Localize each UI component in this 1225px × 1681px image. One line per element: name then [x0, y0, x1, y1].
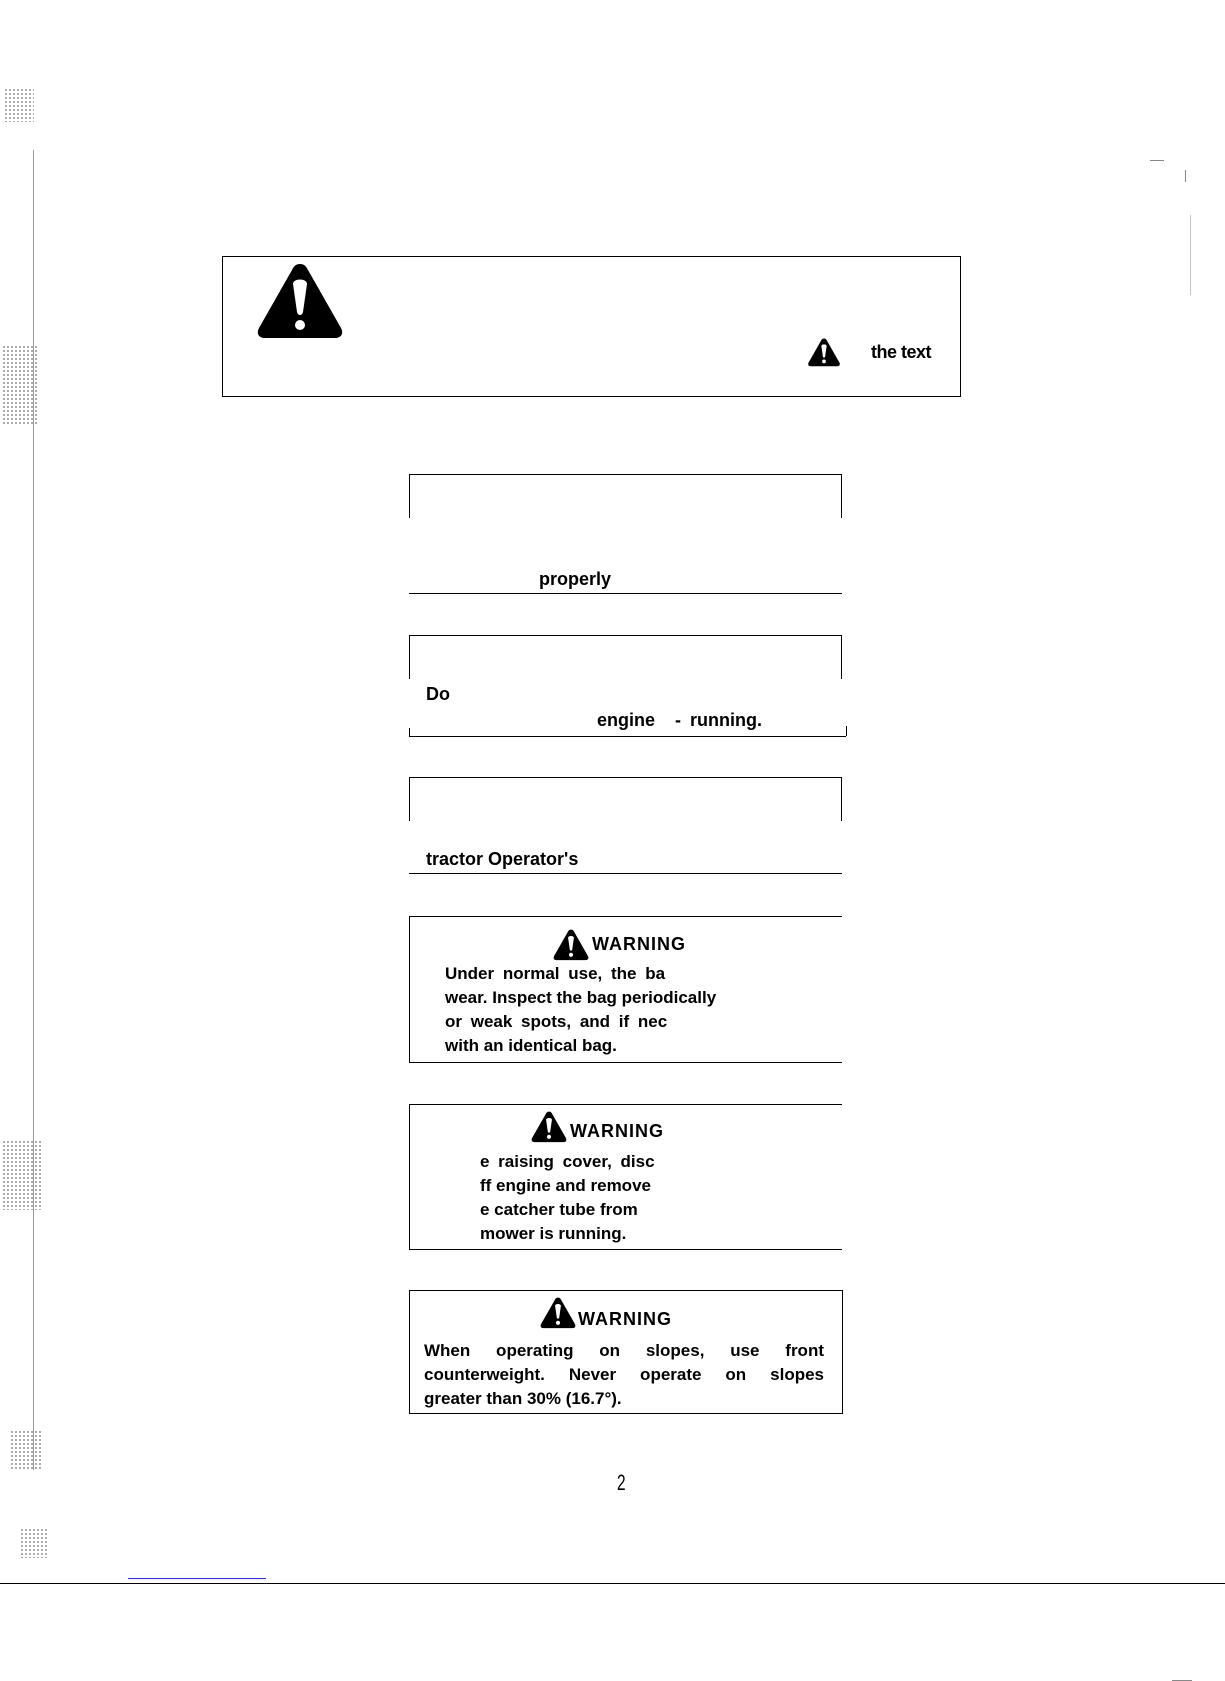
- link-underline[interactable]: [128, 1578, 266, 1579]
- intro-trailing-text: the text: [871, 342, 932, 362]
- scan-speck: [1190, 215, 1191, 295]
- scan-noise: [20, 1528, 48, 1558]
- notice-3-text: tractor Operator's: [426, 849, 579, 869]
- warning-bottom-rule: [409, 1249, 842, 1250]
- notice-top-rule: [409, 635, 842, 636]
- page-number: 2: [617, 1470, 626, 1495]
- notice-right-rule: [841, 635, 842, 679]
- hazard-triangle-icon: [255, 260, 345, 340]
- notice-right-rule: [841, 474, 842, 518]
- notice-left-rule: [409, 635, 410, 679]
- notice-left-rule: [409, 474, 410, 518]
- notice-2-word-engine: engine: [597, 710, 656, 730]
- warning-3-line: counterweight. Never operate on slopes: [424, 1365, 824, 1384]
- notice-2-dash: -: [675, 710, 681, 730]
- warning-1-body: [445, 963, 765, 1059]
- warning-2-heading: WARNING: [570, 1121, 664, 1141]
- notice-bottom-rule: [409, 593, 842, 594]
- notice-top-rule: [409, 474, 842, 475]
- warning-left-rule: [409, 1104, 410, 1250]
- notice-top-rule: [409, 777, 842, 778]
- notice-bottom-rule: [409, 736, 846, 737]
- warning-3-line: greater than 30% (16.7°).: [424, 1389, 622, 1408]
- notice-left-rule: [409, 777, 410, 821]
- warning-2-line: ff engine and remove: [480, 1176, 651, 1195]
- warning-1-line: Under normal use, the ba: [445, 964, 666, 983]
- scan-noise: [10, 1430, 42, 1470]
- warning-1-line: wear. Inspect the bag periodically: [445, 988, 717, 1007]
- warning-bottom-rule: [409, 1062, 842, 1063]
- notice-2-word-running: running.: [690, 710, 762, 730]
- scan-noise: [2, 1140, 42, 1210]
- scan-noise: [2, 345, 38, 425]
- notice-right-rule: [841, 777, 842, 821]
- hazard-triangle-icon: [530, 1110, 568, 1143]
- warning-1-line: with an identical bag.: [445, 1036, 617, 1055]
- page-bottom-rule: [0, 1583, 1225, 1584]
- warning-left-rule: [409, 916, 410, 1062]
- warning-2-body: [480, 1151, 720, 1247]
- warning-3-box: [409, 1290, 843, 1414]
- warning-3-heading: WARNING: [578, 1309, 672, 1329]
- scan-noise: [4, 88, 34, 122]
- warning-2-line: e catcher tube from: [480, 1200, 638, 1219]
- hazard-triangle-icon: [807, 337, 841, 367]
- warning-top-rule: [409, 916, 842, 917]
- notice-left-rule: [409, 728, 410, 736]
- notice-right-rule: [846, 726, 847, 736]
- warning-3-line: When operating on slopes, use front: [424, 1341, 824, 1360]
- notice-bottom-rule: [409, 873, 842, 874]
- hazard-triangle-icon: [552, 928, 590, 961]
- scan-speck: [1150, 160, 1164, 161]
- notice-2-line-1: Do: [426, 684, 450, 704]
- warning-2-line: e raising cover, disc: [480, 1152, 655, 1171]
- notice-1-text: properly: [539, 569, 612, 589]
- intro-safety-box: [222, 256, 961, 397]
- scan-speck: [1185, 170, 1186, 182]
- warning-2-line: mower is running.: [480, 1224, 627, 1243]
- warning-top-rule: [409, 1104, 842, 1105]
- warning-1-heading: WARNING: [592, 934, 686, 954]
- hazard-triangle-icon: [539, 1296, 577, 1329]
- warning-1-line: or weak spots, and if nec: [445, 1012, 668, 1031]
- warning-3-body: [424, 1340, 824, 1412]
